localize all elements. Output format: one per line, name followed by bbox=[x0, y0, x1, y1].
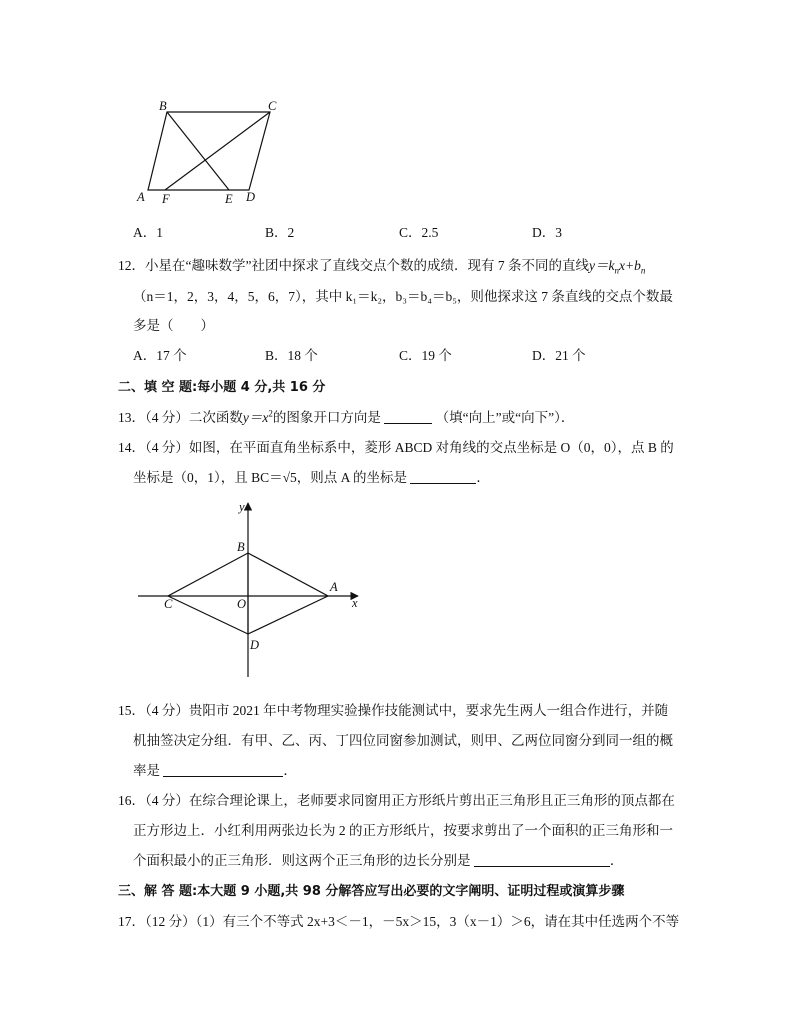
q11-option-d: D．3 bbox=[532, 225, 562, 240]
q16-line1: 16．（4 分）在综合理论课上，老师要求同窗用正方形纸片剪出正三角形且正三角形的顶点都在 bbox=[118, 793, 675, 808]
label-x-axis: x bbox=[352, 596, 358, 610]
q17-line1: 17．（12 分）（1）有三个不等式 2x+3＜－1，－5x＞15，3（x－1）＞6，请在其中任选两个不等 bbox=[118, 914, 680, 929]
q11-option-b: B．2 bbox=[265, 225, 295, 240]
q16-line3: 个面积最小的正三角形．则这两个正三角形的边长分别是 ． bbox=[133, 853, 624, 868]
label-a2: A bbox=[330, 580, 338, 594]
q13-answer-blank[interactable] bbox=[384, 409, 432, 424]
label-o: O bbox=[237, 597, 247, 611]
q16-answer-blank[interactable] bbox=[474, 852, 610, 867]
q12-line2: （n＝1，2，3，4，5，6，7），其中 k₁＝k₂，b₃＝b₄＝b₅，则他探求这 7 条直线的交点个数最 bbox=[133, 289, 673, 304]
q12-option-c: C．19 个 bbox=[399, 348, 452, 363]
label-b2: B bbox=[237, 540, 245, 554]
label-d2: D bbox=[250, 638, 260, 652]
label-f: F bbox=[162, 192, 170, 206]
q15-line3: 率是 ． bbox=[133, 763, 297, 778]
segment-cf bbox=[165, 112, 270, 190]
q12-line3: 多是（ ） bbox=[133, 318, 214, 333]
section-3-title: 三、解 答 题:本大题 9 小题,共 98 分解答应写出必要的文字阐明、证明过程或演算步骤 bbox=[118, 884, 625, 899]
q12-option-d: D．21 个 bbox=[532, 348, 586, 363]
q15-line1: 15．（4 分）贵阳市 2021 年中考物理实验操作技能测试中，要求先生两人一组合作进行，并随 bbox=[118, 703, 669, 718]
q14-line1: 14．（4 分）如图，在平面直角坐标系中，菱形 ABCD 对角线的交点坐标是 O（0，0），点 B 的 bbox=[118, 440, 674, 455]
section-2-title: 二、填 空 题:每小题 4 分,共 16 分 bbox=[118, 380, 326, 395]
q14-answer-blank[interactable] bbox=[410, 469, 476, 484]
label-d: D bbox=[246, 190, 256, 204]
q16-line2: 正方形边上．小红利用两张边长为 2 的正方形纸片，按要求剪出了一个面积的正三角形和一 bbox=[133, 823, 673, 838]
parallelogram-shape bbox=[148, 112, 270, 190]
q11-option-a: A．1 bbox=[133, 225, 163, 240]
q11-option-c: C．2.5 bbox=[399, 225, 439, 240]
q15-line2: 机抽签决定分组．有甲、乙、丙、丁四位同窗参加测试，则甲、乙两位同窗分到同一组的概 bbox=[133, 733, 673, 748]
q14-line2: 坐标是（0，1），且 BC＝√5，则点 A 的坐标是 ． bbox=[133, 470, 490, 485]
label-c: C bbox=[268, 99, 277, 113]
q12-option-b: B．18 个 bbox=[265, 348, 318, 363]
q12-line1: 12．小星在“趣味数学”社团中探求了直线交点个数的成绩．现有 7 条不同的直线$y=k_nx+b_n$ bbox=[118, 258, 646, 276]
label-e: E bbox=[225, 192, 233, 206]
label-b: B bbox=[159, 99, 167, 113]
q13: 13．（4 分）二次函数$y=x^2$的图象开口方向是 （填“向上”或“向下”）． bbox=[118, 408, 575, 425]
segment-be bbox=[167, 112, 229, 190]
label-a: A bbox=[137, 190, 145, 204]
q12-option-a: A．17 个 bbox=[133, 348, 187, 363]
label-c2: C bbox=[164, 597, 173, 611]
label-y-axis: y bbox=[239, 500, 245, 514]
figure-parallelogram bbox=[130, 98, 290, 208]
q15-answer-blank[interactable] bbox=[163, 762, 283, 777]
